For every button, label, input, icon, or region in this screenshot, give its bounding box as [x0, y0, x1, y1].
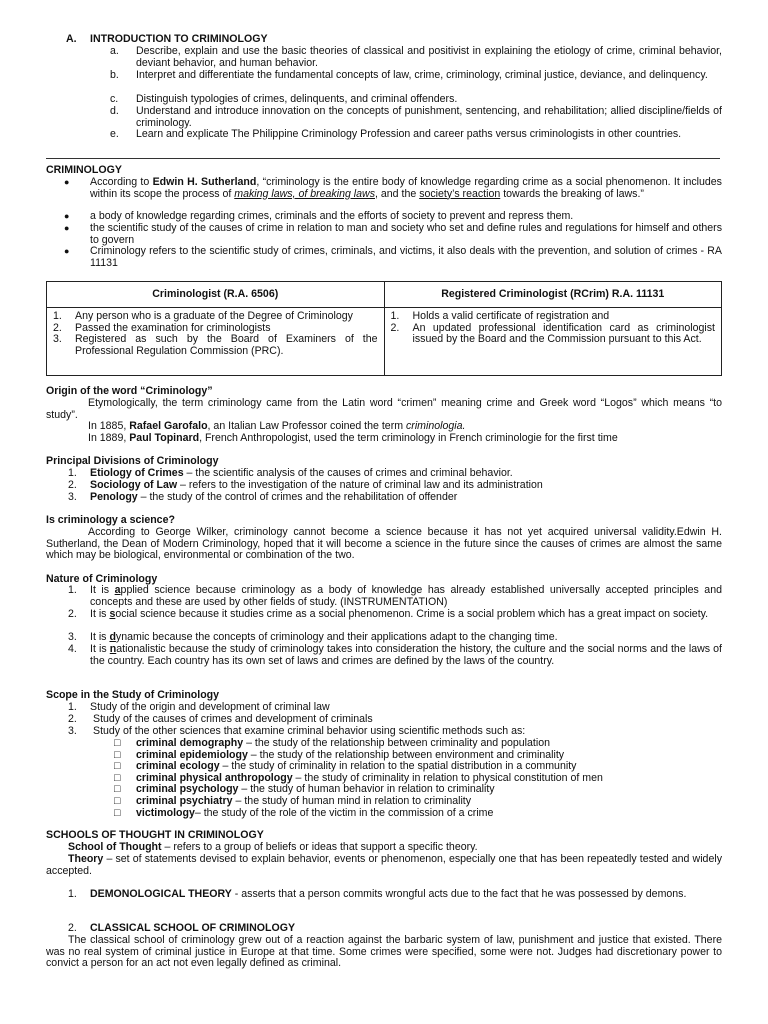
intro-item-c: c. Distinguish typologies of crimes, delinquents, and criminal offenders. [110, 93, 458, 105]
nature-item-1: 1. It is applied science because criminology as a body of knowledge has already established universally accepted principles and concepts and these are used by other fields of study. (INSTRUMENTATION) [68, 584, 722, 608]
theory-item-2: 2. CLASSICAL SCHOOL OF CRIMINOLOGY [68, 922, 296, 934]
intro-item-d: d. Understand and introduce innovation on the concepts of punishment, sentencing, and rehabilitation; allied discipline/fields of criminology. [110, 105, 722, 129]
checkbox-icon: □ [114, 749, 121, 761]
science-heading: Is criminology a science? [46, 514, 175, 526]
checkbox-icon: □ [114, 783, 121, 795]
science-paragraph: According to George Wilker, criminology cannot become a science because it has not yet acquired universal validity.Edwin H. Sutherland, the Dean of Modern Criminology, hoped that it will become a science in the future since the causes of crimes are almost the same which may be biological, environmental or combination of the two. [46, 526, 722, 562]
origin-paragraph-2: In 1885, Rafael Garofalo, an Italian Law Professor coined the term criminologia. [88, 420, 466, 432]
scope-sub-7: □ victimology– the study of the role of the victim in the commission of a crime [114, 807, 494, 819]
checkbox-icon: □ [114, 760, 121, 772]
divisions-heading: Principal Divisions of Criminology [46, 455, 219, 467]
table-cell-criminologist [47, 308, 385, 376]
bullet-icon: ● [64, 223, 70, 233]
scope-heading: Scope in the Study of Criminology [46, 689, 220, 701]
criminology-bullet-2: ● a body of knowledge regarding crimes, criminals and the efforts of society to prevent and repress them. [64, 210, 574, 222]
division-item-1: 1. Etiology of Crimes – the scientific analysis of the causes of crimes and criminal behavior. [68, 467, 513, 479]
checkbox-icon: □ [114, 807, 121, 819]
table-header-criminologist: Criminologist (R.A. 6506) [47, 282, 385, 308]
origin-paragraph-1: Etymologically, the term criminology came from the Latin word “crimen” meaning crime and Greek word “Logos” which means “to study”. [46, 397, 722, 421]
intro-item-b: b. Interpret and differentiate the fundamental concepts of law, crime, criminology, criminal justice, deviance, and delinquency. [110, 69, 708, 81]
bullet-icon: ● [64, 211, 70, 221]
scope-sub-3: □ criminal ecology – the study of criminality in relation to the spatial distribution in a community [114, 760, 577, 772]
table-list-item: 1. Holds a valid certificate of registration and [390, 310, 610, 322]
bullet-icon: ● [64, 246, 70, 256]
table-list-item: 1. Any person who is a graduate of the Degree of Criminology [53, 310, 353, 322]
school-of-thought-definition: School of Thought – refers to a group of beliefs or ideas that support a specific theory. [68, 841, 478, 853]
table-cell-registered [384, 308, 721, 376]
scope-sub-2: □ criminal epidemiology – the study of the relationship between environment and criminality [114, 749, 565, 761]
nature-item-2: 2. It is social science because it studies crime as a social phenomenon. Crime is a social problem which has a great impact on society. [68, 608, 709, 620]
nature-item-3: 3. It is dynamic because the concepts of criminology and their applications adapt to the changing time. [68, 631, 558, 643]
criminologist-table [46, 281, 722, 376]
bullet-icon: ● [64, 177, 70, 187]
theory-item-1: 1. DEMONOLOGICAL THEORY - asserts that a person commits wrongful acts due to the fact that he was possessed by demons. [68, 888, 687, 900]
classical-school-paragraph: The classical school of criminology grew out of a reaction against the barbaric system of law, punishment and justice that existed. There was no real system of criminal justice in Europe at that time. Some crimes were specified, some were not. Judges had discretionary power to convict a person for an act not even legally defined as criminal. [46, 934, 722, 970]
theory-definition: Theory – set of statements devised to explain behavior, events or phenomenon, especially one that has been repeatedly tested and widely accepted. [46, 853, 722, 877]
checkbox-icon: □ [114, 772, 121, 784]
criminology-bullet-4: ● Criminology refers to the scientific study of crimes, criminals, and victims, it also deals with the prevention, and solution of crimes - RA 11131 [64, 245, 722, 269]
division-item-3: 3. Penology – the study of the control of crimes and the rehabilitation of offender [68, 491, 458, 503]
origin-paragraph-3: In 1889, Paul Topinard, French Anthropologist, used the term criminology in French criminologie for the first time [88, 432, 618, 444]
origin-heading: Origin of the word “Criminology” [46, 385, 213, 397]
scope-item-1: 1. Study of the origin and development of criminal law [68, 701, 330, 713]
scope-sub-5: □ criminal psychology – the study of human behavior in relation to criminality [114, 783, 495, 795]
scope-item-3: 3. Study of the other sciences that examine criminal behavior using scientific methods such as: [68, 725, 526, 737]
scope-sub-4: □ criminal physical anthropology – the study of criminality in relation to physical constitution of men [114, 772, 603, 784]
table-header-registered: Registered Criminologist (RCrim) R.A. 11131 [384, 282, 721, 308]
criminology-bullet-1: ● According to Edwin H. Sutherland, “criminology is the entire body of knowledge regarding crime as a social phenomenon. It includes within its scope the process of making laws, of breaking laws, and the society’s reaction towards the breaking of laws.” [64, 176, 722, 200]
criminology-bullet-3: ● the scientific study of the causes of crime in relation to man and society who set and define rules and regulations for himself and others to govern [64, 222, 722, 246]
table-list-item: 2. Passed the examination for criminologists [53, 321, 271, 334]
checkbox-icon: □ [114, 737, 121, 749]
intro-label: A. [66, 33, 77, 45]
schools-heading: SCHOOLS OF THOUGHT IN CRIMINOLOGY [46, 829, 264, 841]
nature-item-4: 4. It is nationalistic because the study of criminology takes into consideration the history, the culture and the social norms and the laws of the country. Each country has its own set of laws and crimes are defined by the laws of the country. [68, 643, 722, 667]
table-list-item: 2. An updated professional identification card as criminologist issued by the Board and the Commission pursuant to this Act. [390, 321, 715, 346]
division-item-2: 2. Sociology of Law – refers to the investigation of the nature of criminal law and its administration [68, 479, 543, 491]
scope-sub-6: □ criminal psychiatry – the study of human mind in relation to criminality [114, 795, 472, 807]
intro-title: INTRODUCTION TO CRIMINOLOGY [90, 33, 268, 45]
checkbox-icon: □ [114, 795, 121, 807]
section-divider [46, 158, 720, 159]
intro-item-a: a. Describe, explain and use the basic theories of classical and positivist in explaining the etiology of crime, criminal behavior, deviant behavior, and human behavior. [110, 45, 722, 69]
scope-item-2: 2. Study of the causes of crimes and development of criminals [68, 713, 373, 725]
criminology-heading: CRIMINOLOGY [46, 164, 122, 176]
intro-item-e: e. Learn and explicate The Philippine Criminology Profession and career paths versus criminologists in other countries. [110, 128, 682, 140]
nature-heading: Nature of Criminology [46, 573, 158, 585]
scope-sub-1: □ criminal demography – the study of the relationship between criminality and population [114, 737, 550, 749]
table-list-item: 3. Registered as such by the Board of Examiners of the Professional Regulation Commission (PRC). [53, 333, 378, 357]
